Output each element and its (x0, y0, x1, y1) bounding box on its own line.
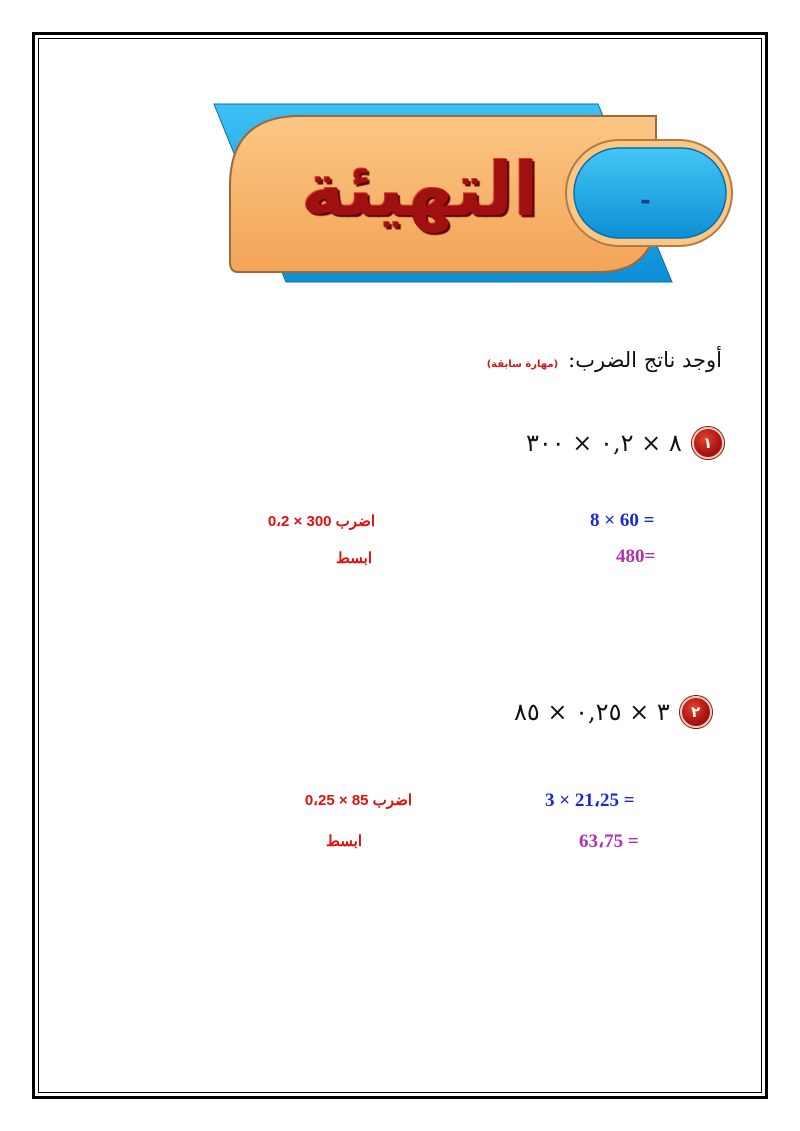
problem-1 (526, 427, 724, 459)
instruction-text: أوجد ناتج الضرب: (568, 348, 722, 372)
problem-1-expression: ٨ × ٠,٢ × ٣٠٠ (526, 429, 682, 457)
problem-1-step-2-note: ابسط (336, 550, 372, 567)
page-title: التهيئة (301, 147, 539, 233)
problem-2 (514, 696, 712, 728)
instruction-note: (مهارة سابقة) (486, 359, 559, 370)
problem-2-step-2-work: 63،75 = (579, 831, 639, 852)
instruction-line (487, 348, 722, 372)
header-banner (0, 0, 800, 300)
problem-1-step-1-work: 8 × 60 = (590, 510, 655, 531)
problem-2-step-2-note: ابسط (326, 833, 362, 850)
problem-1-number-badge: ١ (692, 427, 724, 459)
problem-2-number-badge: ٢ (680, 696, 712, 728)
problem-2-expression: ٣ × ٠,٢٥ × ٨٥ (514, 698, 670, 726)
problem-1-step-2-work: 480= (616, 546, 656, 567)
banner-side-mark: - (640, 186, 651, 216)
problem-1-step-1-note: اضرب 300 × 0،2 (267, 513, 375, 530)
problem-2-step-1-note: اضرب 85 × 0،25 (304, 792, 412, 809)
problem-2-step-1-work: 3 × 21،25 = (545, 790, 635, 811)
